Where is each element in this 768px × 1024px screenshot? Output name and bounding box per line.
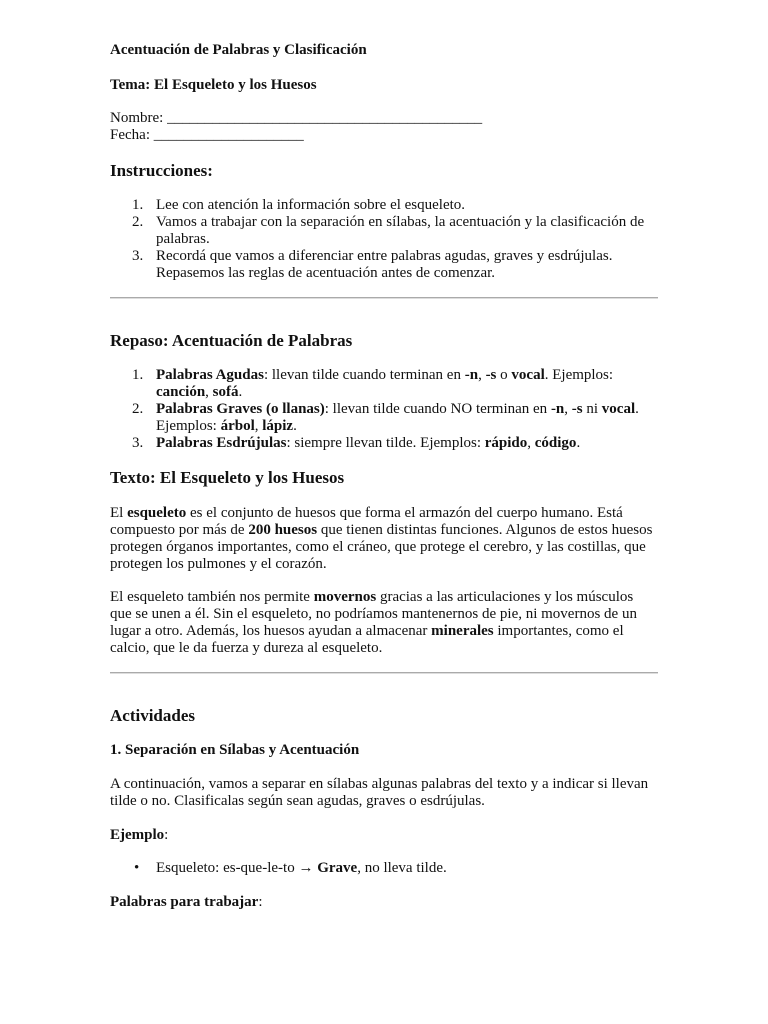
example-word: lápiz <box>262 418 294 434</box>
rule-text: . <box>576 435 581 451</box>
rule-text: , <box>254 418 263 434</box>
example-word: sofá <box>212 384 239 400</box>
example-text: , no lleva tilde. <box>357 860 447 876</box>
list-number: 3. <box>132 248 144 264</box>
paragraph-text: importantes, como el calcio, que le da fuerza y dureza al esqueleto. <box>110 623 624 656</box>
actividades-heading: Actividades <box>110 706 195 725</box>
list-item <box>110 435 658 452</box>
fecha-field: Fecha: ____________________ <box>110 127 304 143</box>
list-text: Vamos a trabajar con la separación en sílabas, la acentuación y la clasificación de palabras. <box>156 214 645 247</box>
activity-1-heading: 1. Separación en Sílabas y Acentuación <box>110 742 360 758</box>
rule-text: o <box>496 367 512 383</box>
rule-text: . Ejemplos: <box>544 367 614 383</box>
rule-ending: -n <box>464 367 479 383</box>
example-text: Esqueleto: es-que-le-to <box>156 860 299 876</box>
palabras-label-text: Palabras para trabajar <box>110 894 259 910</box>
texto-heading: Texto: El Esqueleto y los Huesos <box>110 468 345 487</box>
label-colon: : <box>164 827 169 843</box>
rule-label: Palabras Agudas <box>156 367 264 383</box>
rule-text: : siempre llevan tilde. Ejemplos: <box>286 435 485 451</box>
rule-text: . Ejemplos: <box>156 401 639 434</box>
palabras-label <box>110 894 658 911</box>
rule-ending: vocal <box>511 367 545 383</box>
rule-text: . <box>238 384 243 400</box>
rule-label: Palabras Esdrújulas <box>156 435 287 451</box>
list-text: Recordá que vamos a diferenciar entre palabras agudas, graves y esdrújulas. Repasemos las reglas de acentuación antes de comenzar. <box>156 248 613 281</box>
repaso-list <box>110 367 658 452</box>
rule-label: Palabras Graves (o llanas) <box>156 401 325 417</box>
instrucciones-heading: Instrucciones: <box>110 161 213 180</box>
emphasis-text: minerales <box>431 623 494 639</box>
document-title: Acentuación de Palabras y Clasificación <box>110 42 367 58</box>
arrow-icon: → <box>298 860 314 876</box>
repaso-heading: Repaso: Acentuación de Palabras <box>110 331 353 350</box>
emphasis-text: movernos <box>313 589 377 605</box>
rule-ending: -s <box>485 367 497 383</box>
list-number: 2. <box>132 401 144 417</box>
emphasis-text: esqueleto <box>127 505 187 521</box>
activity-intro: A continuación, vamos a separar en sílabas algunas palabras del texto y a indicar si llevan tilde o no. Clasificalas según sean agudas, graves o esdrújulas. <box>110 776 649 809</box>
rule-text: : llevan tilde cuando NO terminan en <box>324 401 551 417</box>
rule-text: ni <box>582 401 602 417</box>
rule-text: , <box>564 401 572 417</box>
example-word: canción <box>156 384 206 400</box>
ejemplo-list <box>110 860 658 877</box>
list-item <box>110 248 658 282</box>
list-item <box>110 214 658 248</box>
example-word: código <box>534 435 577 451</box>
tema-line: Tema: El Esqueleto y los Huesos <box>110 77 317 93</box>
rule-ending: -s <box>571 401 583 417</box>
texto-paragraph-1 <box>110 505 658 573</box>
label-colon: : <box>258 894 263 910</box>
paragraph-text: que tienen distintas funciones. Algunos de estos huesos protegen órganos importantes, como el cráneo, que protege el cerebro, y las costillas, que protegen los pulmones y el corazón. <box>110 522 653 572</box>
list-item <box>110 401 658 435</box>
instrucciones-list <box>110 197 658 282</box>
rule-text: . <box>293 418 297 434</box>
divider <box>110 297 658 299</box>
rule-ending: -n <box>550 401 565 417</box>
rule-text: , <box>527 435 535 451</box>
paragraph-text: El esqueleto también nos permite <box>110 589 314 605</box>
rule-ending: vocal <box>601 401 636 417</box>
ejemplo-label <box>110 827 658 844</box>
emphasis-text: 200 huesos <box>248 522 318 538</box>
bullet-icon: • <box>134 860 140 876</box>
rule-text: , <box>205 384 213 400</box>
list-number: 1. <box>132 197 144 213</box>
list-number: 1. <box>132 367 144 383</box>
rule-text: : llevan tilde cuando terminan en <box>263 367 465 383</box>
paragraph-text: El <box>110 505 128 521</box>
example-word: árbol <box>220 418 255 434</box>
list-item <box>110 367 658 401</box>
example-word: rápido <box>484 435 528 451</box>
texto-paragraph-2 <box>110 589 658 657</box>
list-number: 2. <box>132 214 144 230</box>
list-item <box>110 197 658 214</box>
paragraph-text: gracias a las articulaciones y los músculos que se unen a él. Sin el esqueleto, no podríamos mantenernos de pie, ni movernos de un lugar a otro. Además, los huesos ayudan a almacenar <box>110 589 637 639</box>
classification: Grave <box>317 860 358 876</box>
nombre-field: Nombre: __________________________________________ <box>110 110 483 126</box>
list-item <box>110 860 658 877</box>
ejemplo-label-text: Ejemplo <box>110 827 165 843</box>
paragraph-text: es el conjunto de huesos que forma el armazón del cuerpo humano. Está compuesto por más de <box>110 505 623 538</box>
list-number: 3. <box>132 435 144 451</box>
divider <box>110 672 658 674</box>
rule-text: , <box>478 367 486 383</box>
list-text: Lee con atención la información sobre el esqueleto. <box>156 197 466 213</box>
name-date-fields <box>110 110 482 144</box>
